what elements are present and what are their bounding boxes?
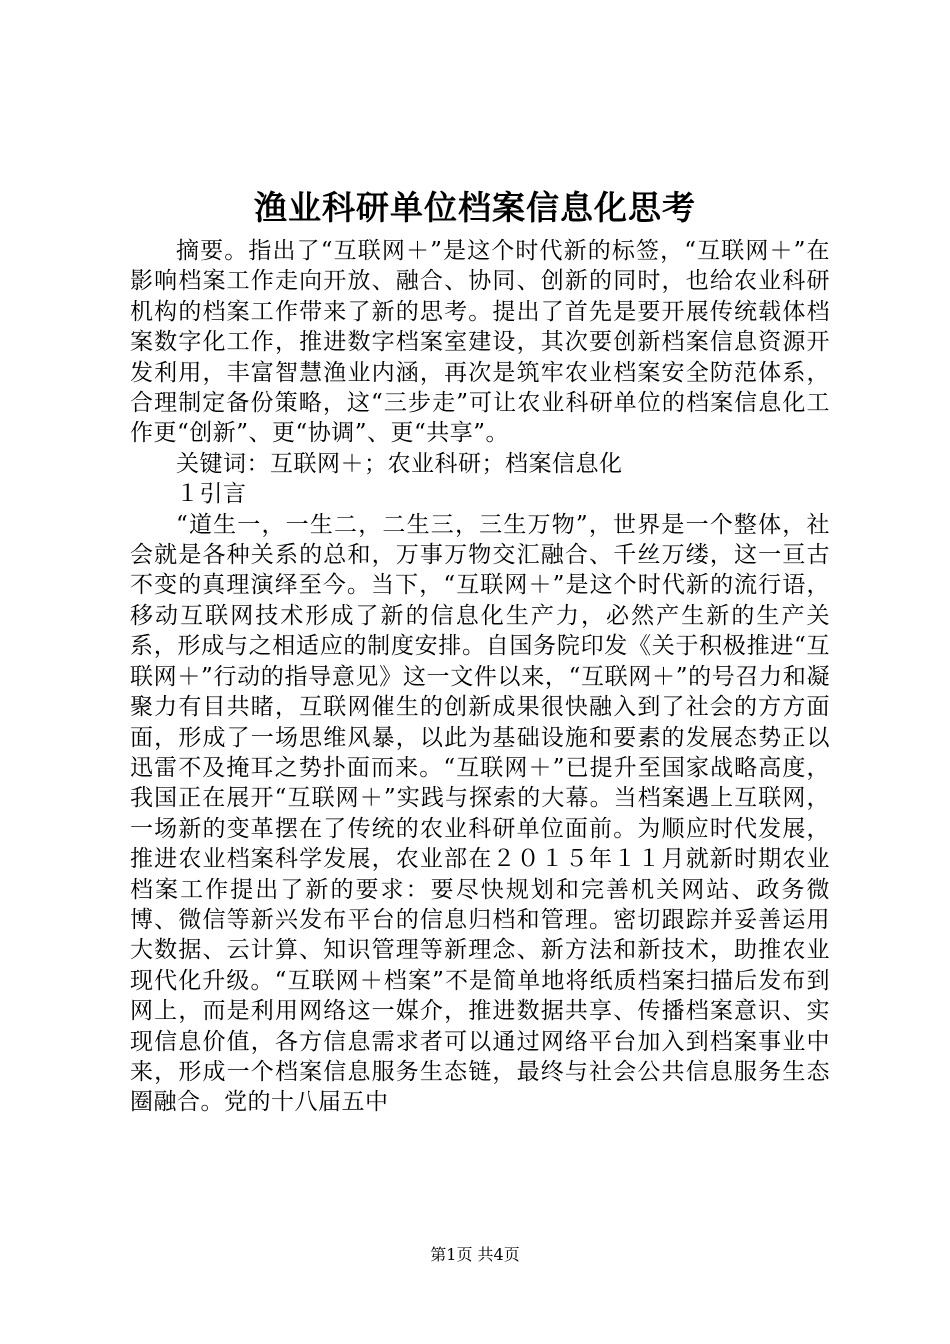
abstract-paragraph: 摘要。指出了“互联网＋”是这个时代新的标签，“互联网＋”在影响档案工作走向开放、融合、协同、创新的同时，也给农业科研机构的档案工作带来了新的思考。提出了首先是要开展传统载体档案数字化工作，推进数字档案室建设，其次要创新档案信息资源开发利用，丰富智慧渔业内涵，再次是筑牢农业档案安全防范体系，合理制定备份策略，这“三步走”可让农业科研单位的档案信息化工作更“创新”、更“协调”、更“共享”。 [130,238,830,447]
intro-paragraph: “道生一，一生二，二生三，三生万物”，世界是一个整体，社会就是各种关系的总和，万事万物交汇融合、千丝万缕，这一亘古不变的真理演绎至今。当下，“互联网＋”是这个时代新的流行语，移动互联网技术形成了新的信息化生产力，必然产生新的生产关系，形成与之相适应的制度安排。自国务院印发《关于积极推进“互联网＋”行动的指导意见》这一文件以来，“互联网＋”的号召力和凝聚力有目共睹，互联网催生的创新成果很快融入到了社会的方方面面，形成了一场思维风暴，以此为基础设施和要素的发展态势正以迅雷不及掩耳之势扑面而来。“互联网＋”已提升至国家战略高度，我国正在展开“互联网＋”实践与探索的大幕。当档案遇上互联网，一场新的变革摆在了传统的农业科研单位面前。为顺应时代发展，推进农业档案科学发展，农业部在２０１５年１１月就新时期农业档案工作提出了新的要求：要尽快规划和完善机关网站、政务微博、微信等新兴发布平台的信息归档和管理。密切跟踪并妥善运用大数据、云计算、知识管理等新理念、新方法和新技术，助推农业现代化升级。“互联网＋档案”不是简单地将纸质档案扫描后发布到网上，而是利用网络这一媒介，推进数据共享、传播档案意识、实现信息价值，各方信息需求者可以通过网络平台加入到档案事业中来，形成一个档案信息服务生态链，最终与社会公共信息服务生态圈融合。党的十八届五中 [130,511,830,1116]
document-title: 渔业科研单位档案信息化思考 [254,188,696,227]
page-footer: 第1页 共4页 [430,1245,520,1264]
section-heading: １引言 [176,481,247,508]
document-body [130,236,830,1118]
keywords-line: 关键词：互联网＋；农业科研；档案信息化 [176,450,623,477]
